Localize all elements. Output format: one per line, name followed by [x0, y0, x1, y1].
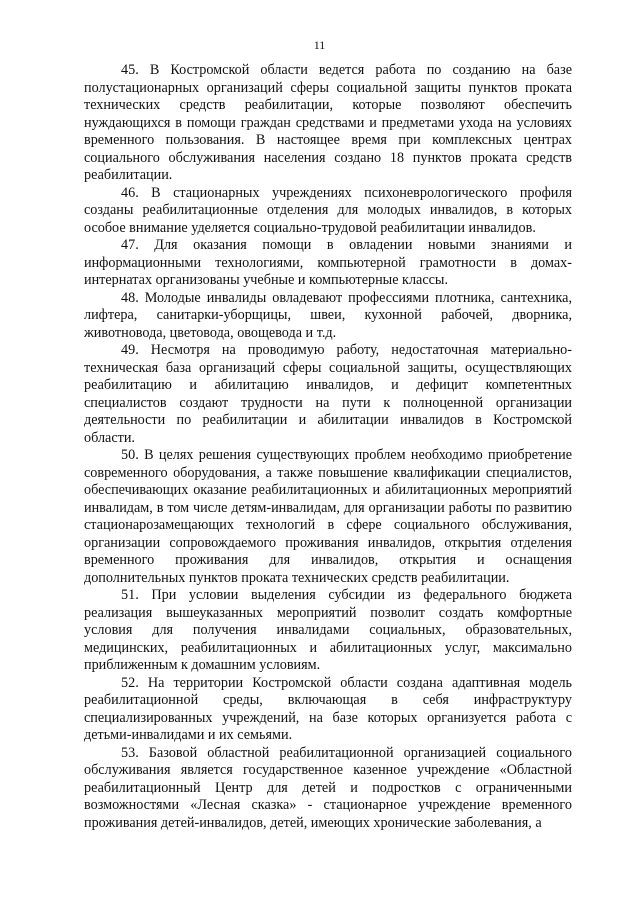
paragraph-51: 51. При условии выделения субсидии из федерального бюджета реализация вышеуказанных мероприятий позволит создать комфортные условия для получения инвалидами социальных, образовательных, медицинских, реабилитационных и абилитационных услуг, максимально приближенным к домашним условиям.: [84, 587, 572, 673]
paragraph-52: 52. На территории Костромской области создана адаптивная модель реабилитационной среды, включающая в себя инфраструктуру специализированных учреждений, на базе которых организуется работа с детьми-инвалидами и их семьями.: [84, 674, 572, 743]
paragraph-48: 48. Молодые инвалиды овладевают профессиями плотника, сантехника, лифтера, санитарки-уборщицы, швеи, кухонной рабочей, дворника, животновода, цветовода, овощевода и т.д.: [84, 289, 572, 341]
page-number: 11: [313, 38, 326, 52]
paragraph-50: 50. В целях решения существующих проблем необходимо приобретение современного оборудования, а также повышение квалификации специалистов, обеспечивающих оказание реабилитационных и абилитационных мероприятий инвалидам, в том числе детям-инвалидам, для организации работы по развитию стационарозамещающих технологий в сфере социального обслуживания, организации сопровождаемого проживания инвалидов, открытия отделения временного проживания для инвалидов, открытия и оснащения дополнительных пунктов проката технических средств реабилитации.: [84, 447, 572, 586]
paragraph-49: 49. Несмотря на проводимую работу, недостаточная материально-техническая база организаций сферы социальной защиты, осуществляющих реабилитацию и абилитацию инвалидов, и дефицит компетентных специалистов создают трудности на пути к полноценной организации деятельности по реабилитации и абилитации инвалидов в Костромской области.: [84, 342, 572, 446]
paragraph-46: 46. В стационарных учреждениях психоневрологического профиля созданы реабилитационные отделения для молодых инвалидов, в которых особое внимание уделяется социально-трудовой реабилитации инвалидов.: [84, 184, 572, 236]
paragraph-45: 45. В Костромской области ведется работа по созданию на базе полустационарных организаций сферы социальной защиты пунктов проката технических средств реабилитации, которые позволяют обеспечить нуждающихся в помощи граждан средствами и предметами ухода на условиях временного пользования. В настоящее время при комплексных центрах социального обслуживания населения создано 18 пунктов проката средств реабилитации.: [84, 62, 572, 183]
paragraph-53: 53. Базовой областной реабилитационной организацией социального обслуживания является государственное казенное учреждение «Областной реабилитационный Центр для детей и подростков с ограниченными возможностями «Лесная сказка» - стационарное учреждение временного проживания детей-инвалидов, детей, имеющих хронические заболевания, а: [84, 744, 572, 831]
document-body: [84, 62, 572, 832]
paragraph-47: 47. Для оказания помощи в овладении новыми знаниями и информационными технологиями, компьютерной грамотности в домах-интернатах организованы учебные и компьютерные классы.: [84, 237, 572, 288]
